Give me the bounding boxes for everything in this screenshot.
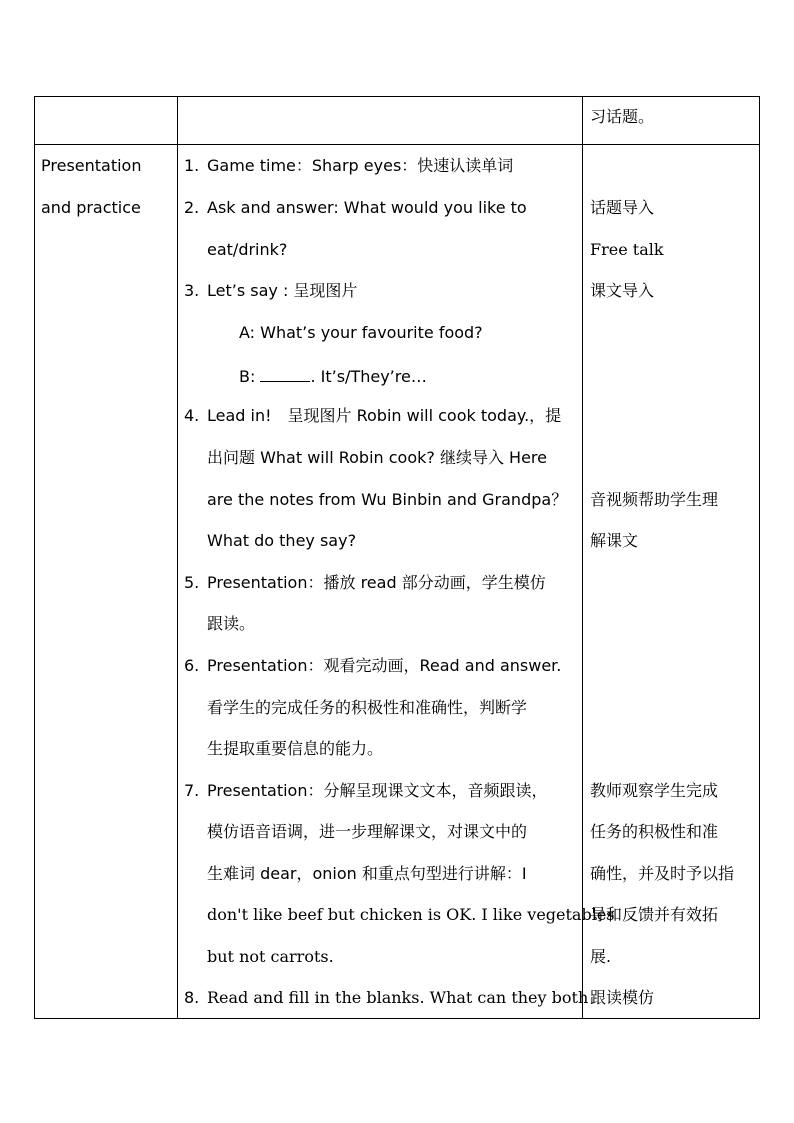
item-8-line-1: Read and fill in the blanks. What can they both	[207, 988, 589, 1007]
item-5-line-1: Presentation：播放 read 部分动画，学生模仿	[207, 573, 546, 592]
item-number: 3.	[184, 281, 200, 300]
item-number: 6.	[184, 656, 200, 675]
item-5-line-2: 跟读。	[207, 614, 256, 633]
item-number: 8.	[184, 988, 200, 1007]
item-4-line-4: What do they say?	[207, 531, 357, 550]
note-observe-line-1: 教师观察学生完成	[590, 781, 719, 800]
item-7-line-1: Presentation：分解呈现课文文本，音频跟读，	[207, 781, 548, 800]
item-number: 7.	[184, 781, 200, 800]
dialog-b-speaker: B:	[239, 367, 256, 386]
item-4-line-2: 出问题 What will Robin cook? 继续导入 Here	[207, 448, 547, 467]
stage-label-line-2: and practice	[41, 198, 141, 217]
note-observe-line-2: 任务的积极性和准	[590, 822, 719, 841]
item-number: 2.	[184, 198, 200, 217]
stage-label-line-1: Presentation	[41, 156, 142, 175]
answer-blank	[260, 365, 310, 382]
item-2-line-1	[207, 198, 527, 218]
note-observe-line-3: 确性，并及时予以指	[590, 864, 735, 883]
item-2-line-2: eat/drink?	[207, 240, 288, 259]
item-number: 5.	[184, 573, 200, 592]
note-observe-line-5: 展.	[590, 947, 612, 966]
item-6-line-3: 生提取重要信息的能力。	[207, 739, 384, 758]
note-follow-read: 跟读模仿	[590, 988, 655, 1007]
item-6-line-1: Presentation：观看完动画，Read and answer.	[207, 656, 562, 675]
row-divider	[35, 144, 759, 145]
item-6-line-2: 看学生的完成任务的积极性和准确性，判断学	[207, 698, 528, 717]
column-divider-2	[582, 97, 583, 1018]
column-divider-1	[177, 97, 178, 1018]
item-3-line-1: Let’s say : 呈现图片	[207, 281, 358, 300]
note-av-line-1: 音视频帮助学生理	[590, 490, 719, 509]
note-observe-line-4: 导和反馈并有效拓	[590, 905, 719, 924]
note-text-intro: 课文导入	[590, 281, 655, 300]
item-7-line-5: but not carrots.	[207, 947, 334, 966]
item-7-line-4: don't like beef but chicken is OK. I like vegetables	[207, 905, 615, 924]
item-number: 4.	[184, 406, 200, 425]
item-number: 1.	[184, 156, 200, 175]
dialog-line-b	[239, 365, 427, 387]
item-7-line-2: 模仿语音语调，进一步理解课文，对课文中的	[207, 822, 528, 841]
item-4-line-3: are the notes from Wu Binbin and Grandpa？	[207, 490, 568, 509]
item-4-line-1: Lead in! 呈现图片 Robin will cook today.，提	[207, 406, 562, 425]
note-topic-intro: 话题导入	[590, 198, 655, 217]
dialog-line-a: A: What’s your favourite food?	[239, 323, 483, 342]
item-1-line-1: Game time：Sharp eyes：快速认读单词	[207, 156, 514, 175]
note-free-talk: Free talk	[590, 240, 664, 259]
note-av-line-2: 解课文	[590, 531, 639, 550]
top-row-note: 习话题。	[590, 107, 655, 126]
dialog-b-rest: . It’s/They’re…	[310, 367, 427, 386]
item-7-line-3: 生难词 dear，onion 和重点句型进行讲解：I	[207, 864, 527, 883]
item-2-line-1-text: Ask and answer: What would you like to	[207, 198, 527, 217]
